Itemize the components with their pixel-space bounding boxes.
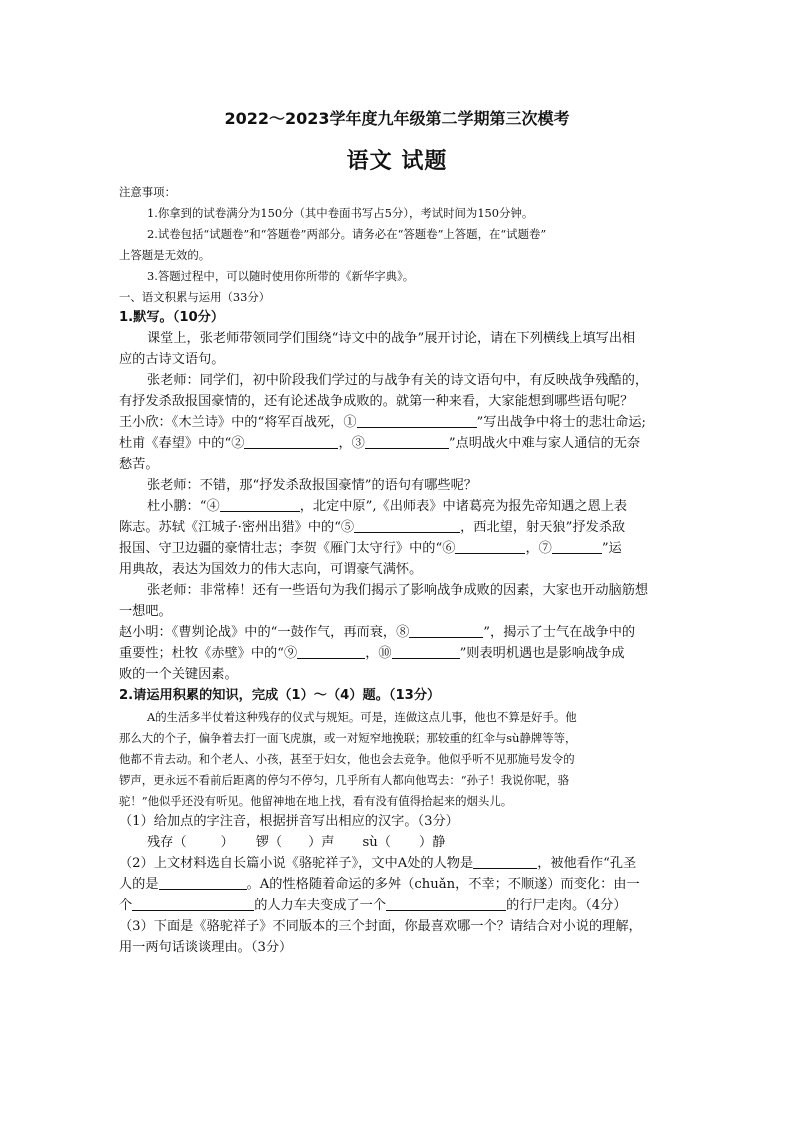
q2-sub1-item-c-end: ）静 xyxy=(418,835,446,850)
blank-4[interactable] xyxy=(220,498,300,512)
notice-heading: 注意事项： xyxy=(119,185,176,199)
subject-title: 语文 试题 xyxy=(346,149,448,174)
q1-zhao-text-b: ”，揭示了士气在战争中的 xyxy=(483,625,636,640)
q2-sub1-item-b-end: ）声 xyxy=(308,835,335,850)
q2-passage-line-4: 锣声，更永远不看前后距离的停匀不停匀，几乎所有人都向他骂去：“孙子！我说你呢，骆 xyxy=(119,773,570,787)
q2-sub1-item-b: 锣（ xyxy=(255,835,283,850)
blank-6[interactable] xyxy=(455,540,525,554)
q1-teacher-2: 张老师：不错，那“抒发杀敌报国豪情”的语句有哪些呢？ xyxy=(147,478,477,493)
q2-sub2-text-c: 人的是 xyxy=(119,877,159,892)
q1-du3-text-c: ”则表明机遇也是影响战争成 xyxy=(459,646,625,661)
q2-sub2-text-a: （2）上文材料选自长篇小说《骆驼祥子》，文中A处的人物是 xyxy=(119,856,474,871)
q1-intro-cont: 应的古诗文语句。 xyxy=(119,352,225,367)
q1-wang-text-b: ”写出战争中将士的悲壮命运; xyxy=(476,415,646,430)
q2-sub1-item-a: 残存（ xyxy=(147,835,187,850)
q2-sub2-text-e: 个 xyxy=(119,898,133,913)
q1-du-line xyxy=(119,435,679,453)
blank-9[interactable] xyxy=(297,645,365,659)
q2-sub3-line-2: 用一两句话谈谈理由。（3分） xyxy=(119,940,293,955)
blank-5[interactable] xyxy=(354,519,460,533)
blank-7[interactable] xyxy=(552,540,602,554)
q2-sub2-text-f: 的人力车夫变成了一个 xyxy=(254,898,387,913)
q2-sub2-text-b: ，被他看作“孔圣 xyxy=(537,856,637,871)
q1-dxp-text-a: 杜小鹏：“④ xyxy=(147,499,220,514)
q1-li-text-c: ”运 xyxy=(601,541,622,556)
q1-zhao-text-a: 赵小明：《曹刿论战》中的“一鼓作气，再而衰，⑧ xyxy=(119,625,410,640)
blank-after[interactable] xyxy=(386,897,506,911)
q1-teacher-3-cont: 一想吧。 xyxy=(119,604,172,619)
exam-title: 2022～2023学年度九年级第二学期第三次模考 xyxy=(224,109,570,128)
blank-1[interactable] xyxy=(357,414,477,428)
blank-confucius[interactable] xyxy=(159,876,247,890)
q2-sub2-line-3 xyxy=(119,897,679,915)
q2-sub3-line-1: （3）下面是《骆驼祥子》不同版本的三个封面，你最喜欢哪一个？请结合对小说的理解， xyxy=(119,919,642,934)
blank-character-a[interactable] xyxy=(473,855,537,869)
q1-teacher-1-cont: 有抒发杀敌报国豪情的，还有论述战争成败的。就第一种来看，大家能想到哪些语句呢？ xyxy=(119,394,634,409)
notice-item-2: 2.试卷包括“试题卷”和“答题卷”两部分。请务必在“答题卷”上答题，在“试题卷” xyxy=(147,227,547,241)
q1-intro: 课堂上，张老师带领同学们围绕“诗文中的战争”展开讨论，请在下列横线上填写出相 xyxy=(147,331,636,346)
q1-su-text-a: 陈志。苏轼《江城子·密州出猎》中的“⑤ xyxy=(119,520,355,535)
q1-wang-line xyxy=(119,414,679,432)
q1-li-text-b: ，⑦ xyxy=(525,541,552,556)
q2-sub1-items xyxy=(147,834,707,852)
notice-item-3: 3.答题过程中，可以随时使用你所带的《新华字典》。 xyxy=(147,269,415,283)
q1-zhao-line xyxy=(119,624,679,642)
q2-title: 2.请运用积累的知识，完成（1）～（4）题。（13分） xyxy=(119,688,441,703)
notice-item-1: 1.你拿到的试卷满分为150分（其中卷面书写占5分），考试时间为150分钟。 xyxy=(147,206,534,220)
q1-su-line xyxy=(119,519,679,537)
q1-end-line: 败的一个关键因素。 xyxy=(119,667,238,682)
q1-du3-line xyxy=(119,645,679,663)
blank-2[interactable] xyxy=(244,435,338,449)
q1-li-text-a: 报国、守卫边疆的豪情壮志；李贺《雁门太守行》中的“⑥ xyxy=(119,541,456,556)
q2-sub1-title: （1）给加点的字注音，根据拼音写出相应的汉字。（3分） xyxy=(119,814,459,829)
q1-title: 1.默写。（10分） xyxy=(119,310,225,325)
q1-dxp-line xyxy=(147,498,707,516)
q2-sub2-line-2 xyxy=(119,876,679,894)
notice-item-2-cont: 上答题是无效的。 xyxy=(119,248,211,262)
blank-10[interactable] xyxy=(392,645,460,659)
q2-sub1-item-c: sù（ xyxy=(362,835,391,850)
q1-use-line: 用典故，表达为国效力的伟大志向，可谓豪气满怀。 xyxy=(119,562,423,577)
q2-sub2-text-d: 。A的性格随着命运的多舛（chuǎn，不幸；不顺遂）而变化：由一 xyxy=(246,877,640,892)
section-1-heading: 一、语文积累与运用（33分） xyxy=(119,290,271,304)
q2-passage-line-3: 他都不肯去动。和个老人、小孩，甚至于妇女，他也会去竞争。他似乎听不见那施号发令的 xyxy=(119,752,575,766)
q1-teacher-1: 张老师：同学们，初中阶段我们学过的与战争有关的诗文语句中，有反映战争残酷的， xyxy=(147,373,649,388)
q2-sub1-item-a-end: ） xyxy=(220,835,234,850)
q2-passage-line-5: 驼！”他似乎还没有听见。他留神地在地上找，看有没有值得拾起来的烟头儿。 xyxy=(119,794,513,808)
q1-du3-text-a: 重要性；杜牧《赤壁》中的“⑨ xyxy=(119,646,298,661)
q2-sub2-text-g: 的行尸走肉。（4分） xyxy=(506,898,627,913)
q2-sub2-line-1 xyxy=(119,855,679,873)
q2-passage-line-1: A的生活多半仗着这种残存的仪式与规矩。可是，连做这点儿事，他也不算是好手。他 xyxy=(147,710,577,724)
q1-du-text-b: ，③ xyxy=(338,436,365,451)
q1-du-line-cont: 愁苦。 xyxy=(119,457,159,472)
q1-du-text-c: ”点明战火中难与家人通信的无奈 xyxy=(448,436,641,451)
q1-du-text-a: 杜甫《春望》中的“② xyxy=(119,436,245,451)
blank-8[interactable] xyxy=(409,624,483,638)
q1-wang-text-a: 王小欣：《木兰诗》中的“将军百战死，① xyxy=(119,415,357,430)
q1-su-text-b: ，西北望，射天狼”抒发杀敌 xyxy=(460,520,626,535)
q1-teacher-3: 张老师：非常棒！还有一些语句为我们揭示了影响战争成败的因素，大家也开动脑筋想 xyxy=(147,583,649,598)
q1-du3-text-b: ，⑩ xyxy=(365,646,392,661)
q1-li-line xyxy=(119,540,679,558)
blank-before[interactable] xyxy=(132,897,254,911)
blank-3[interactable] xyxy=(365,435,449,449)
q1-dxp-text-b: ，北定中原”,《出师表》中诸葛亮为报先帝知遇之恩上表 xyxy=(299,499,628,514)
q2-passage-line-2: 那么大的个子，偏争着去打一面飞虎旗，或一对短窄地挽联；那较重的红伞与sù静牌等等， xyxy=(119,731,577,745)
